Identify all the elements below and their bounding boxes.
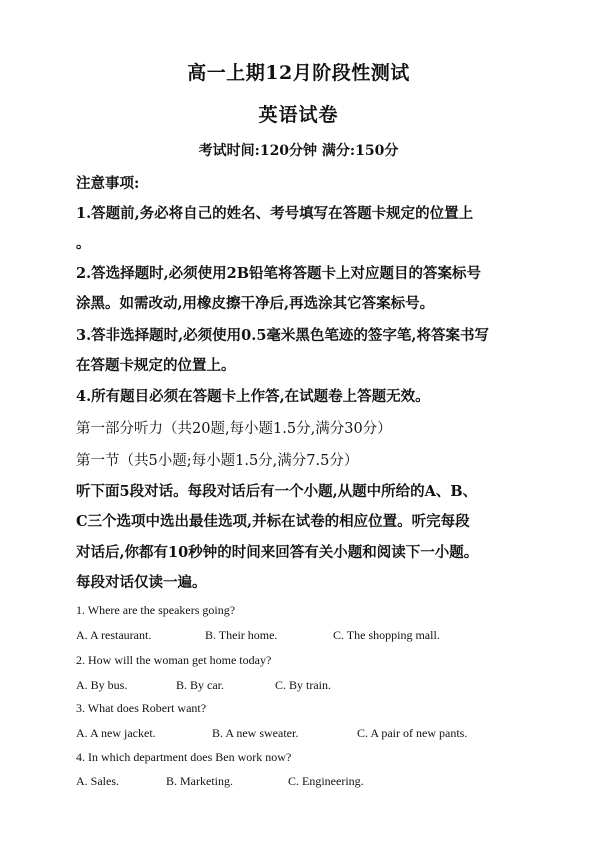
instruction-line-4: 每段对话仅读一遍。 [76,574,207,591]
question-2-option-b: B. By car. [176,678,224,692]
notes-heading: 注意事项: [76,175,140,192]
question-3-option-b: B. A new sweater. [212,726,299,740]
question-1-option-a: A. A restaurant. [76,628,152,642]
question-2-option-c: C. By train. [275,678,331,692]
question-2-option-a: A. By bus. [76,678,128,692]
instruction-line-2: C三个选项中选出最佳选项,并标在试卷的相应位置。听完每段 [76,513,470,530]
question-4-option-c: C. Engineering. [288,774,364,788]
exam-info: 考试时间:120分钟 满分:150分 [198,143,399,159]
question-1-option-b: B. Their home. [205,628,278,642]
note-1-line-2: 。 [76,235,91,252]
question-4: 4. In which department does Ben work now? [76,750,292,764]
page-subtitle: 英语试卷 [258,104,339,126]
note-1-line-1: 1.答题前,务必将自己的姓名、考号填写在答题卡规定的位置上 [76,205,474,222]
instruction-line-3: 对话后,你都有10秒钟的时间来回答有关小题和阅读下一小题。 [76,544,479,561]
note-2-line-1: 2.答选择题时,必须使用2B铅笔将答题卡上对应题目的答案标号 [76,265,482,282]
question-2: 2. How will the woman get home today? [76,653,272,667]
section-1-heading: 第一节（共5小题;每小题1.5分,满分7.5分） [76,453,359,469]
question-1-option-c: C. The shopping mall. [333,628,440,642]
question-1: 1. Where are the speakers going? [76,603,236,617]
question-3-option-c: C. A pair of new pants. [357,726,468,740]
question-3-option-a: A. A new jacket. [76,726,156,740]
instruction-line-1: 听下面5段对话。每段对话后有一个小题,从题中所给的A、B、 [76,483,478,500]
question-4-option-a: A. Sales. [76,774,119,788]
note-3-line-1: 3.答非选择题时,必须使用0.5毫米黑色笔迹的签字笔,将答案书写 [76,327,489,344]
page-title: 高一上期12月阶段性测试 [187,62,410,84]
question-3: 3. What does Robert want? [76,701,207,715]
note-3-line-2: 在答题卡规定的位置上。 [76,357,236,374]
note-2-line-2: 涂黑。如需改动,用橡皮擦干净后,再选涂其它答案标号。 [76,295,435,312]
note-4: 4.所有题目必须在答题卡上作答,在试题卷上答题无效。 [76,388,430,405]
question-4-option-b: B. Marketing. [166,774,233,788]
part-1-heading: 第一部分听力（共20题,每小题1.5分,满分30分） [76,421,392,437]
